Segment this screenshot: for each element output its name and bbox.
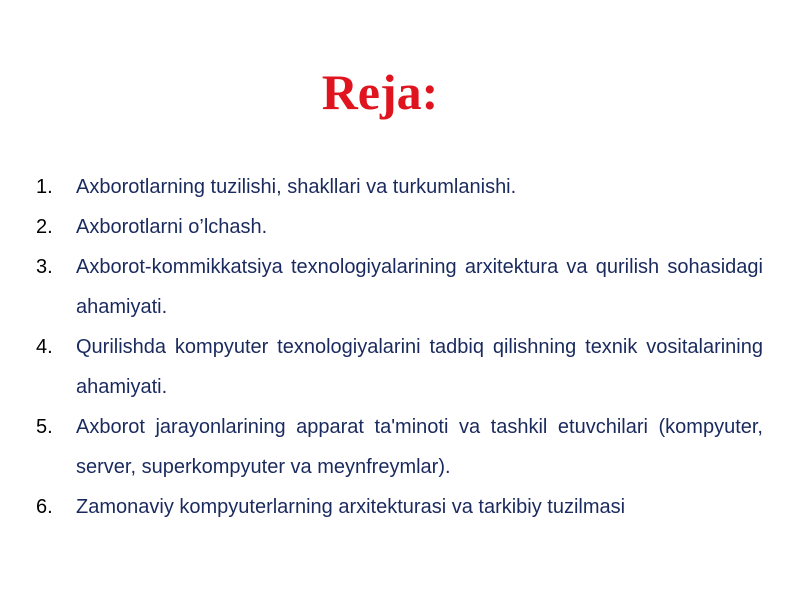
agenda-text: Axborotlarning tuzilishi, shakllari va turkumlanishi. — [76, 176, 517, 198]
agenda-number: 4. — [36, 336, 53, 358]
agenda-text: Qurilishda kompyuter texnologiyalarini tadbiq qilishning texnik vositalarining ahamiyati. — [76, 336, 763, 398]
agenda-item-2 — [36, 207, 763, 247]
agenda-number: 2. — [36, 216, 53, 238]
agenda-item-3 — [36, 247, 763, 327]
agenda-number: 5. — [36, 416, 53, 438]
agenda-number: 6. — [36, 496, 53, 518]
agenda-text: Axborot jarayonlarining apparat ta'minoti va tashkil etuvchilari (kompyuter, server, superkompyuter va meynfreymlar). — [76, 416, 763, 478]
agenda-number: 3. — [36, 256, 53, 278]
agenda-item-4 — [36, 327, 763, 407]
agenda-text: Axborotlarni o’lchash. — [76, 216, 268, 238]
agenda-list — [36, 167, 763, 527]
agenda-item-1 — [36, 167, 763, 207]
agenda-item-5 — [36, 407, 763, 487]
agenda-text: Axborot-kommikkatsiya texnologiyalarining arxitektura va qurilish sohasidagi ahamiyati. — [76, 256, 763, 318]
slide-title: Reja: — [321, 64, 439, 120]
agenda-item-6 — [36, 487, 763, 527]
agenda-number: 1. — [36, 176, 53, 198]
agenda-text: Zamonaviy kompyuterlarning arxitekturasi va tarkibiy tuzilmasi — [76, 496, 626, 518]
